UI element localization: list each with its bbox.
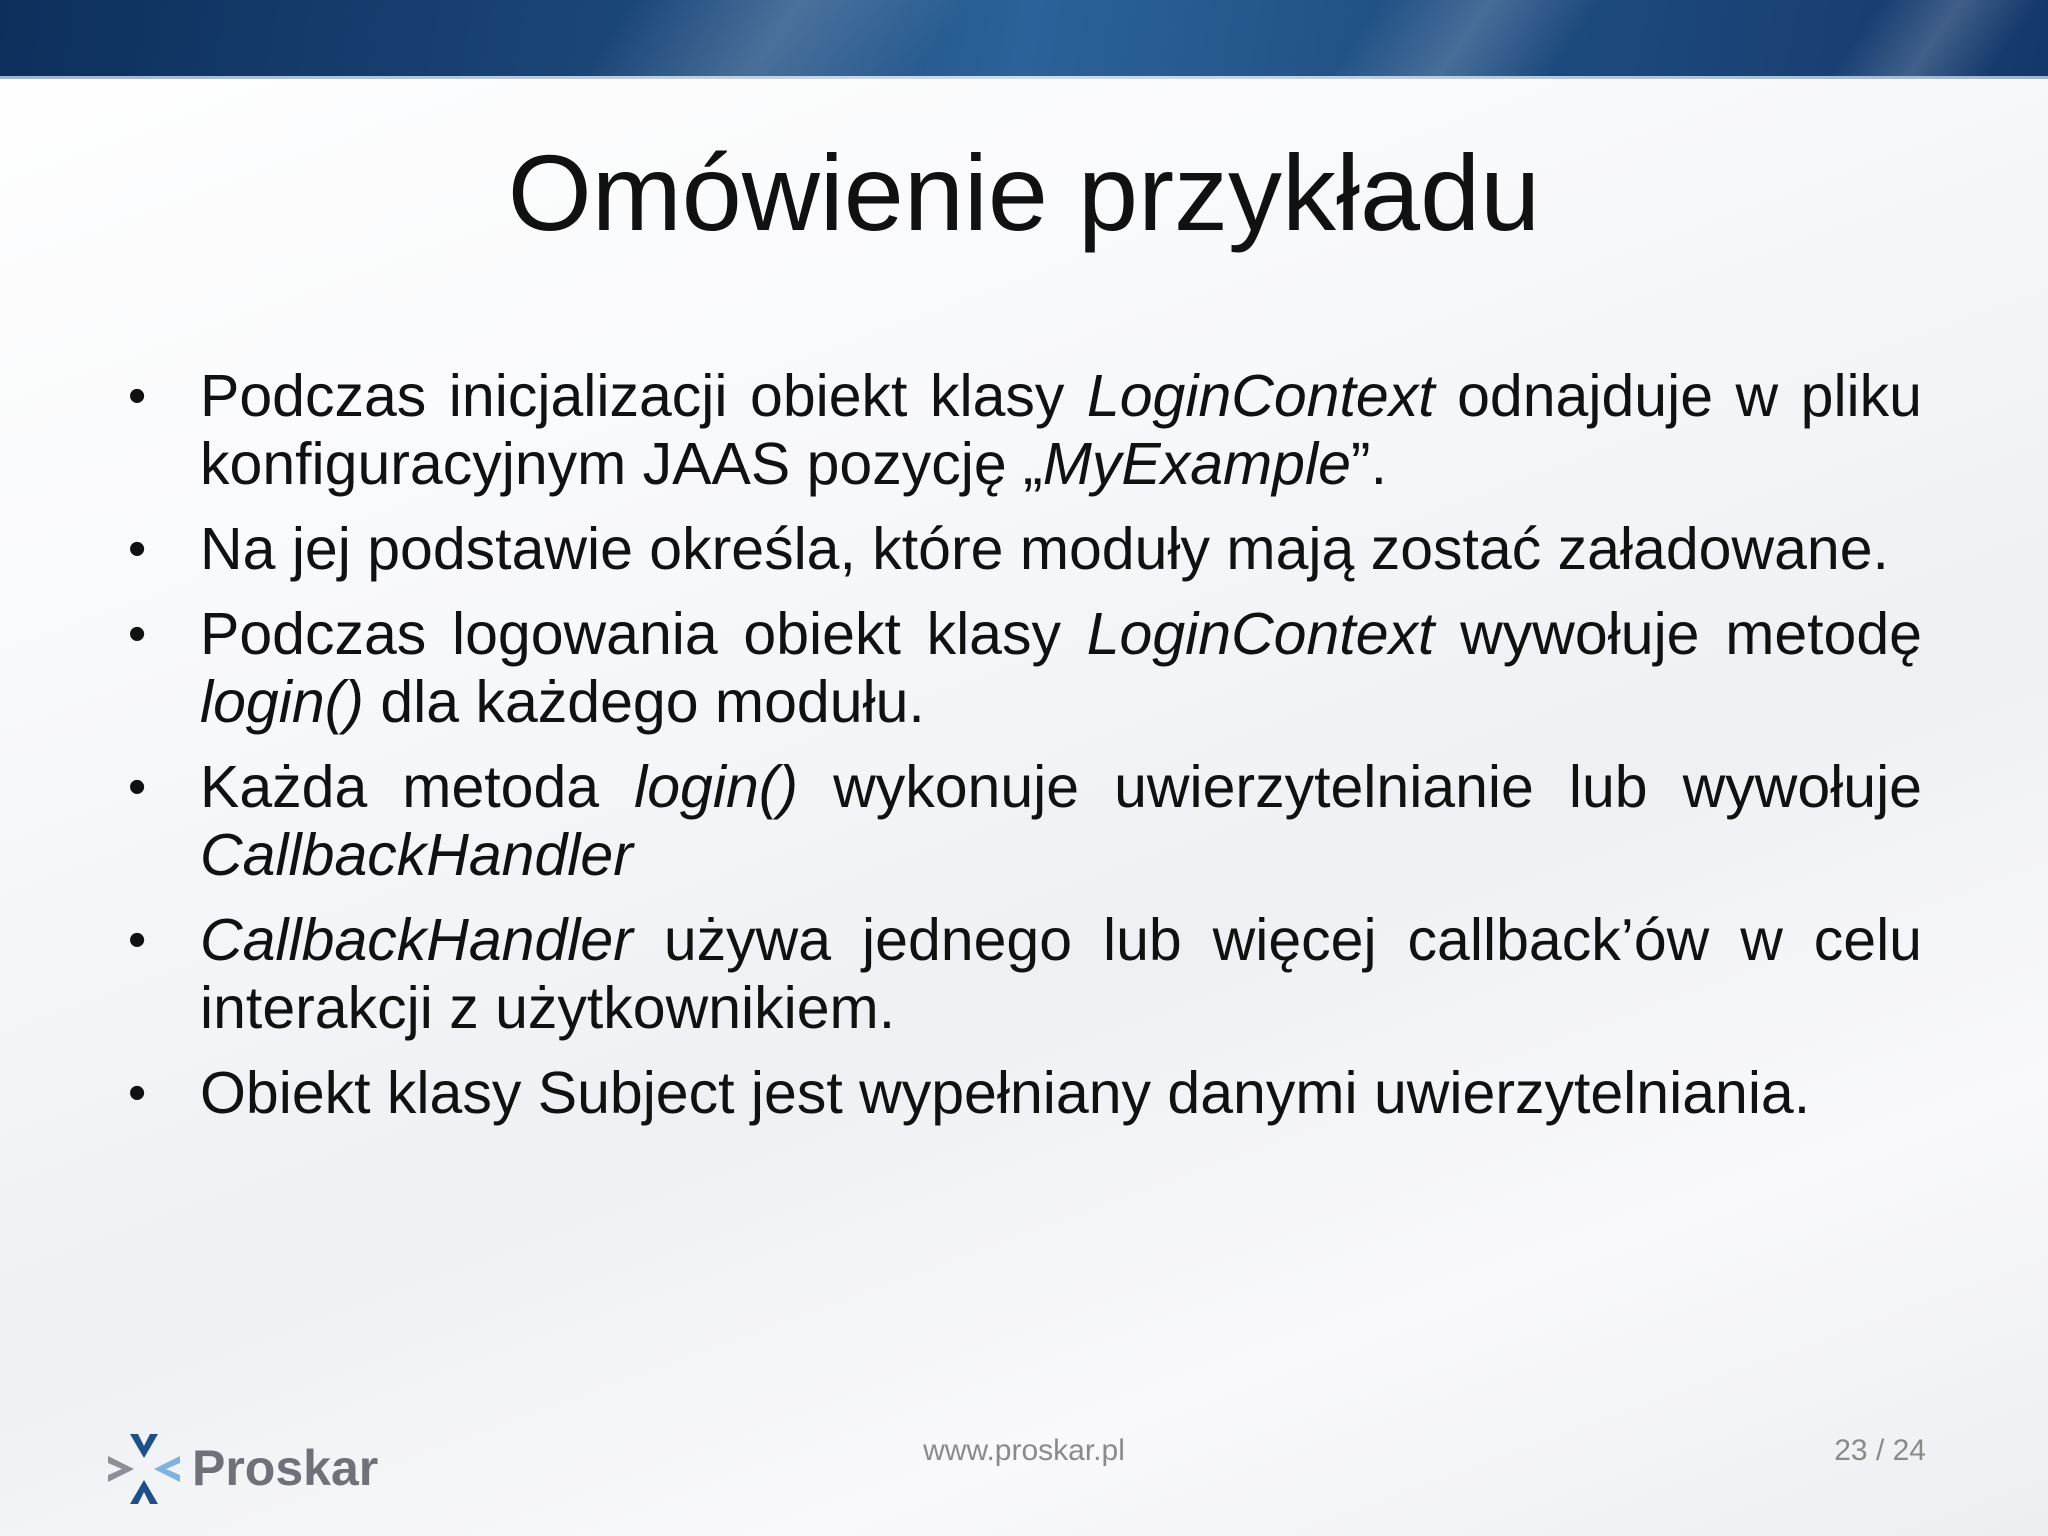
bullet-text: wywołuje metodę — [1434, 601, 1922, 667]
bullet-text-italic: MyExample — [1042, 431, 1351, 497]
bullet-text: Każda metoda — [200, 754, 635, 820]
bullet-text: ”. — [1350, 431, 1387, 497]
bullet-text-italic: LoginContext — [1086, 363, 1435, 429]
bullet-text: Podczas logowania obiekt klasy — [200, 601, 1087, 667]
bullet-icon: • — [128, 367, 147, 425]
bullet-icon: • — [128, 520, 147, 578]
bullet-text-italic: login() — [634, 754, 799, 820]
bullet-text: Podczas inicjalizacji obiekt klasy — [200, 363, 1087, 429]
bullet-item — [128, 1059, 1922, 1127]
bullet-text: Na jej podstawie określa, które moduły mają zostać załadowane. — [200, 516, 1889, 582]
bullet-text: dla każdego modułu. — [363, 669, 925, 735]
bullet-text: Obiekt klasy Subject jest wypełniany danymi uwierzytelniania. — [200, 1060, 1811, 1126]
bullet-item — [128, 515, 1922, 583]
logo-text: Proskar — [192, 1440, 379, 1496]
bullet-text-italic: CallbackHandler — [200, 907, 633, 973]
bullet-item — [128, 906, 1922, 1042]
bullet-item — [128, 600, 1922, 736]
bullet-item — [128, 362, 1922, 498]
footer-url[interactable]: www.proskar.pl — [923, 1434, 1125, 1467]
bullet-icon: • — [128, 758, 147, 816]
bullet-text: odnajduje w pliku konfiguracyjnym JAAS pozycję „ — [200, 363, 1922, 497]
bullet-text: używa jednego lub więcej callback’ów w celu interakcji z użytkownikiem. — [200, 907, 1922, 1041]
header-band-edge — [0, 76, 2048, 79]
bullet-text-italic: CallbackHandler — [200, 822, 633, 888]
header-streak — [1811, 0, 2048, 76]
page-number: 23 / 24 — [1834, 1434, 1926, 1467]
header-streak — [561, 0, 978, 76]
slide-title: Omówienie przykładu — [507, 132, 1541, 253]
header-band — [0, 0, 2048, 76]
bullet-icon: • — [128, 911, 147, 969]
bullet-item — [128, 753, 1922, 889]
bullet-icon: • — [128, 605, 147, 663]
bullet-list — [128, 362, 1922, 1144]
header-streak — [1311, 0, 1608, 76]
bullet-text-italic: login() — [200, 669, 364, 735]
bullet-text-italic: LoginContext — [1086, 601, 1435, 667]
bullet-text: wykonuje uwierzytelnianie lub wywołuje — [798, 754, 1922, 820]
bullet-icon: • — [128, 1064, 147, 1122]
